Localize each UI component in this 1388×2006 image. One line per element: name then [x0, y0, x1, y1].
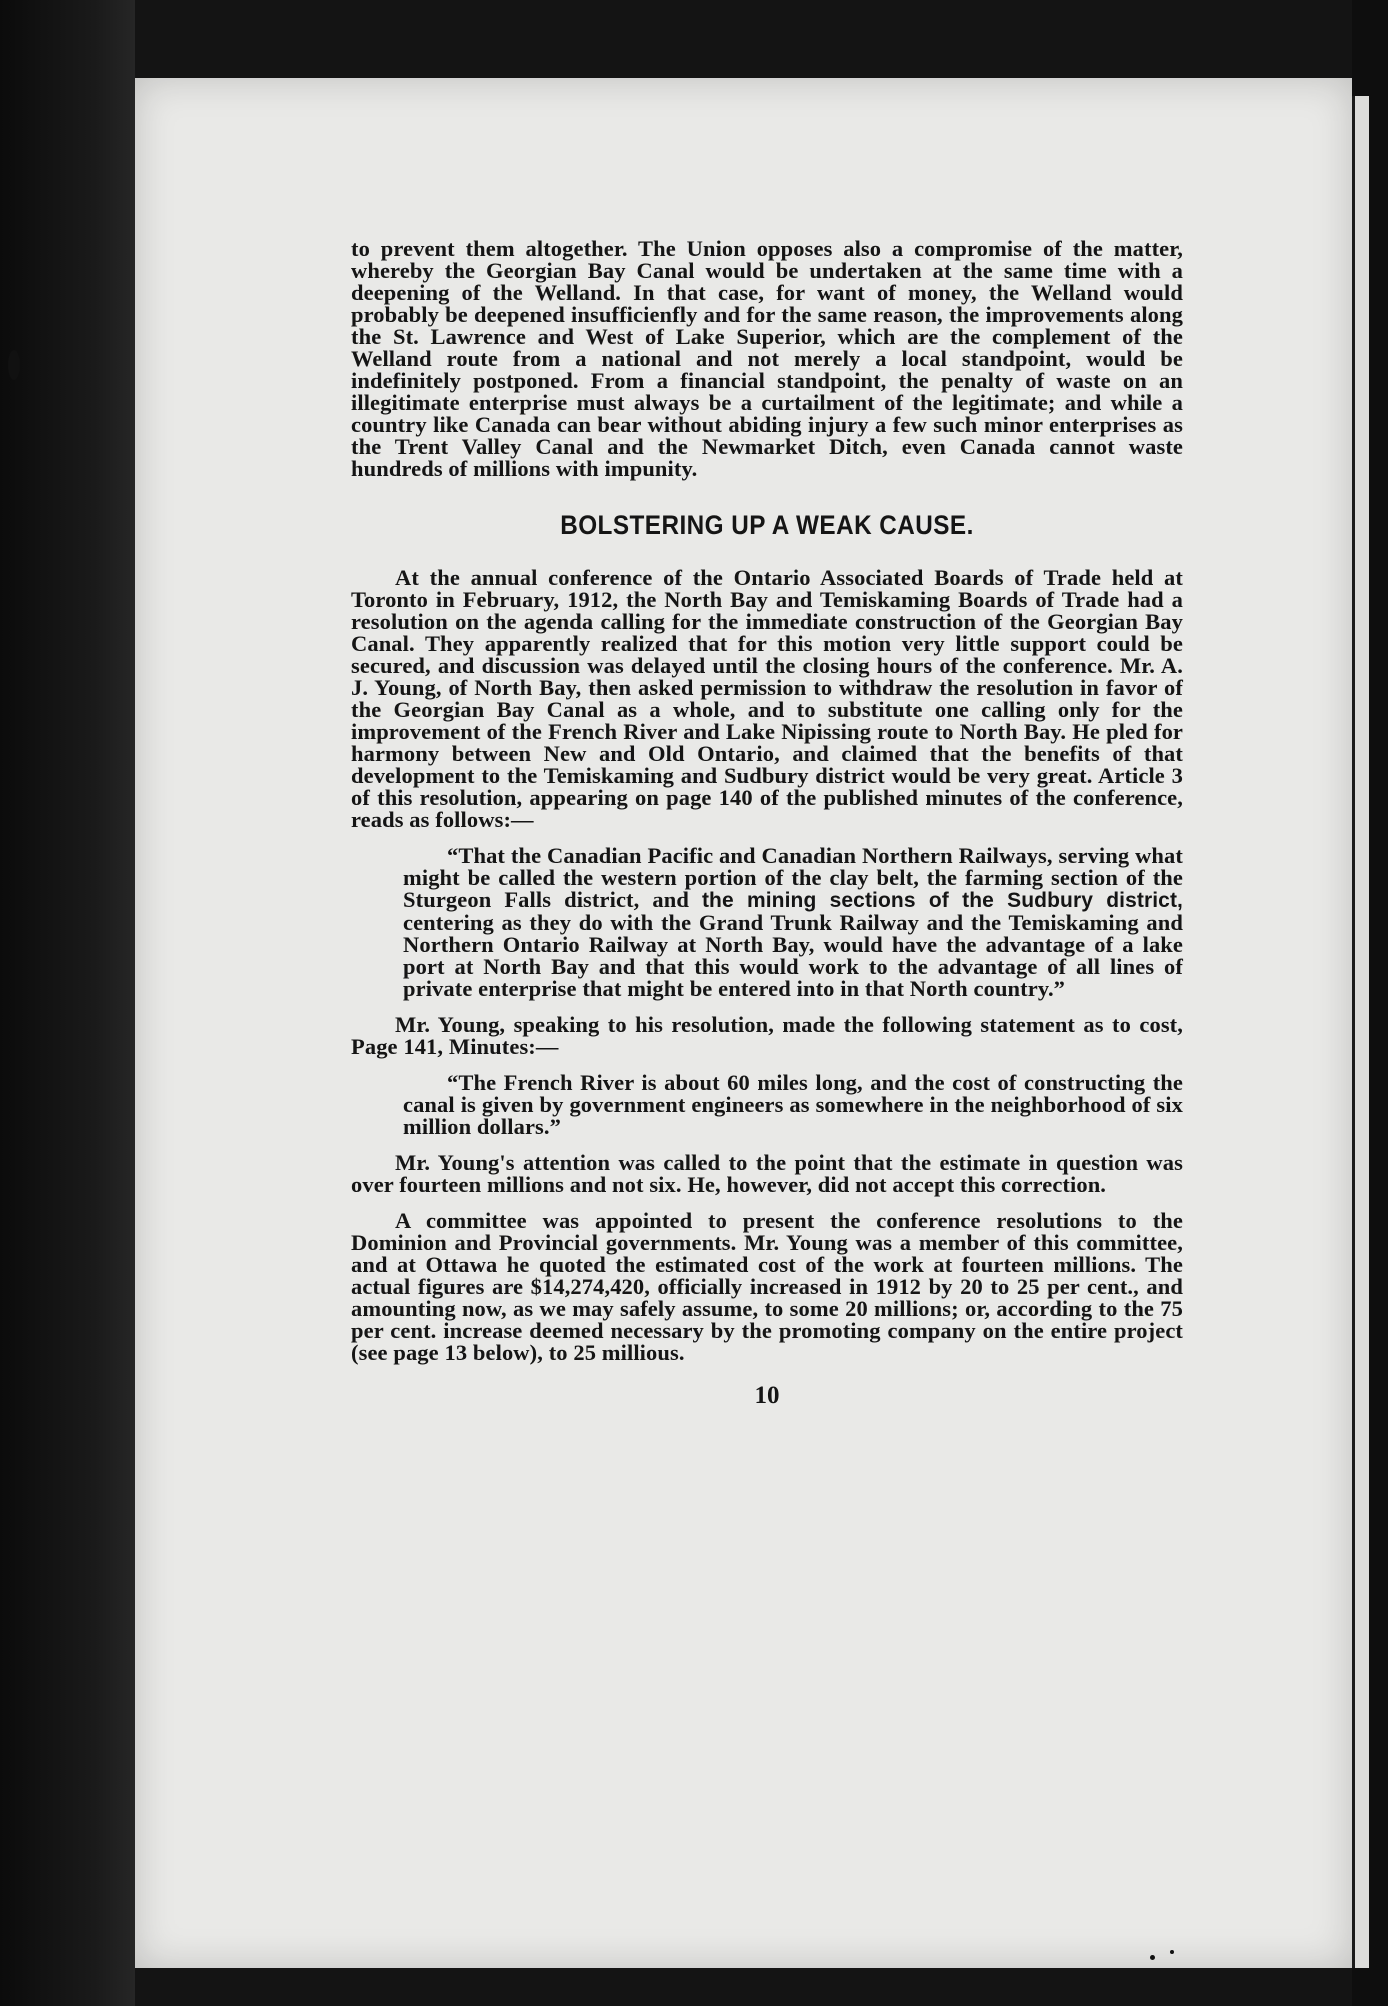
film-edge-left: [0, 0, 135, 2006]
quote-french-river-text: “The French River is about 60 miles long, and the cost of constructing the canal is given by government engineers as somewhere in the neighborhood of six million dollars.”: [403, 1070, 1183, 1139]
quote-french-river: [403, 1072, 1183, 1138]
film-speck: [1150, 1955, 1155, 1960]
paragraph-committee: A committee was appointed to present the conference resolutions to the Dominion and Provincial governments. Mr. Young was a member of this committee, and at Ottawa he quoted the estimated cost of the work at fourteen millions. The actual figures are $14,274,420, officially increased in 1912 by 20 to 25 per cent., and amounting now, as we may safely assume, to some 20 millions; or, according to the 75 per cent. increase deemed necessary by the promoting company on the entire project (see page 13 below), to 25 millious.: [351, 1208, 1183, 1365]
document-page: [135, 78, 1352, 1968]
film-speck: [8, 350, 20, 380]
quote-resolution-text-end: centering as they do with the Grand Trunk Railway and the Temiskaming and Northern Ontario Railway at North Bay, would have the advantage of a lake port at North Bay and that this would work to the advantage of all lines of private enterprise that might be entered into in that North country.”: [403, 910, 1183, 1001]
page-number: 10: [754, 1382, 780, 1409]
paragraph-conference: At the annual conference of the Ontario Associated Boards of Trade held at Toronto in February, 1912, the North Bay and Temiskaming Boards of Trade had a resolution on the agenda calling for the immediate construction of the Georgian Bay Canal. They apparently realized that for this motion very little support could be secured, and discussion was delayed until the closing hours of the conference. Mr. A. J. Young, of North Bay, then asked permission to withdraw the resolution in favor of the Georgian Bay Canal as a whole, and to substitute one calling only for the improvement of the French River and Lake Nipissing route to North Bay. He pled for harmony between New and Old Ontario, and claimed that the benefits of that development to the Temiskaming and Sudbury district would be very great. Article 3 of this resolution, appearing on page 140 of the published minutes of the conference, reads as follows:—: [351, 565, 1183, 832]
quote-resolution: [403, 845, 1183, 1000]
page-right-edge: [1352, 96, 1369, 1968]
page-content: [351, 238, 1183, 1410]
quote-resolution-emphasis: the mining sections of the Sudbury district,: [701, 889, 1183, 912]
quote-resolution-text-start: “That the Canadian Pacific and Canadian Northern Railways, serving what might be called the western portion of the clay belt, the farming section of the Sturgeon Falls district, and: [403, 843, 1183, 912]
film-speck: [1170, 1950, 1174, 1954]
opening-paragraph: to prevent them altogether. The Union opposes also a compromise of the matter, whereby the Georgian Bay Canal would be undertaken at the same time with a deepening of the Welland. In that case, for want of money, the Welland would probably be deepened insufficienfly and for the same reason, the improvements along the St. Lawrence and West of Lake Superior, which are the complement of the Welland route from a national and not merely a local standpoint, would be indefinitely postponed. From a financial standpoint, the penalty of waste on an illegitimate enterprise must always be a curtailment of the legitimate; and while a country like Canada can bear without abiding injury a few such minor enterprises as the Trent Valley Canal and the Newmarket Ditch, even Canada cannot waste hundreds of millions with impunity.: [351, 236, 1183, 481]
paragraph-young-statement: Mr. Young, speaking to his resolution, made the following statement as to cost, Page 141, Minutes:—: [351, 1012, 1183, 1059]
paragraph-estimate: Mr. Young's attention was called to the point that the estimate in question was over fourteen millions and not six. He, however, did not accept this correction.: [351, 1150, 1183, 1197]
section-heading: BOLSTERING UP A WEAK CAUSE.: [560, 510, 974, 540]
